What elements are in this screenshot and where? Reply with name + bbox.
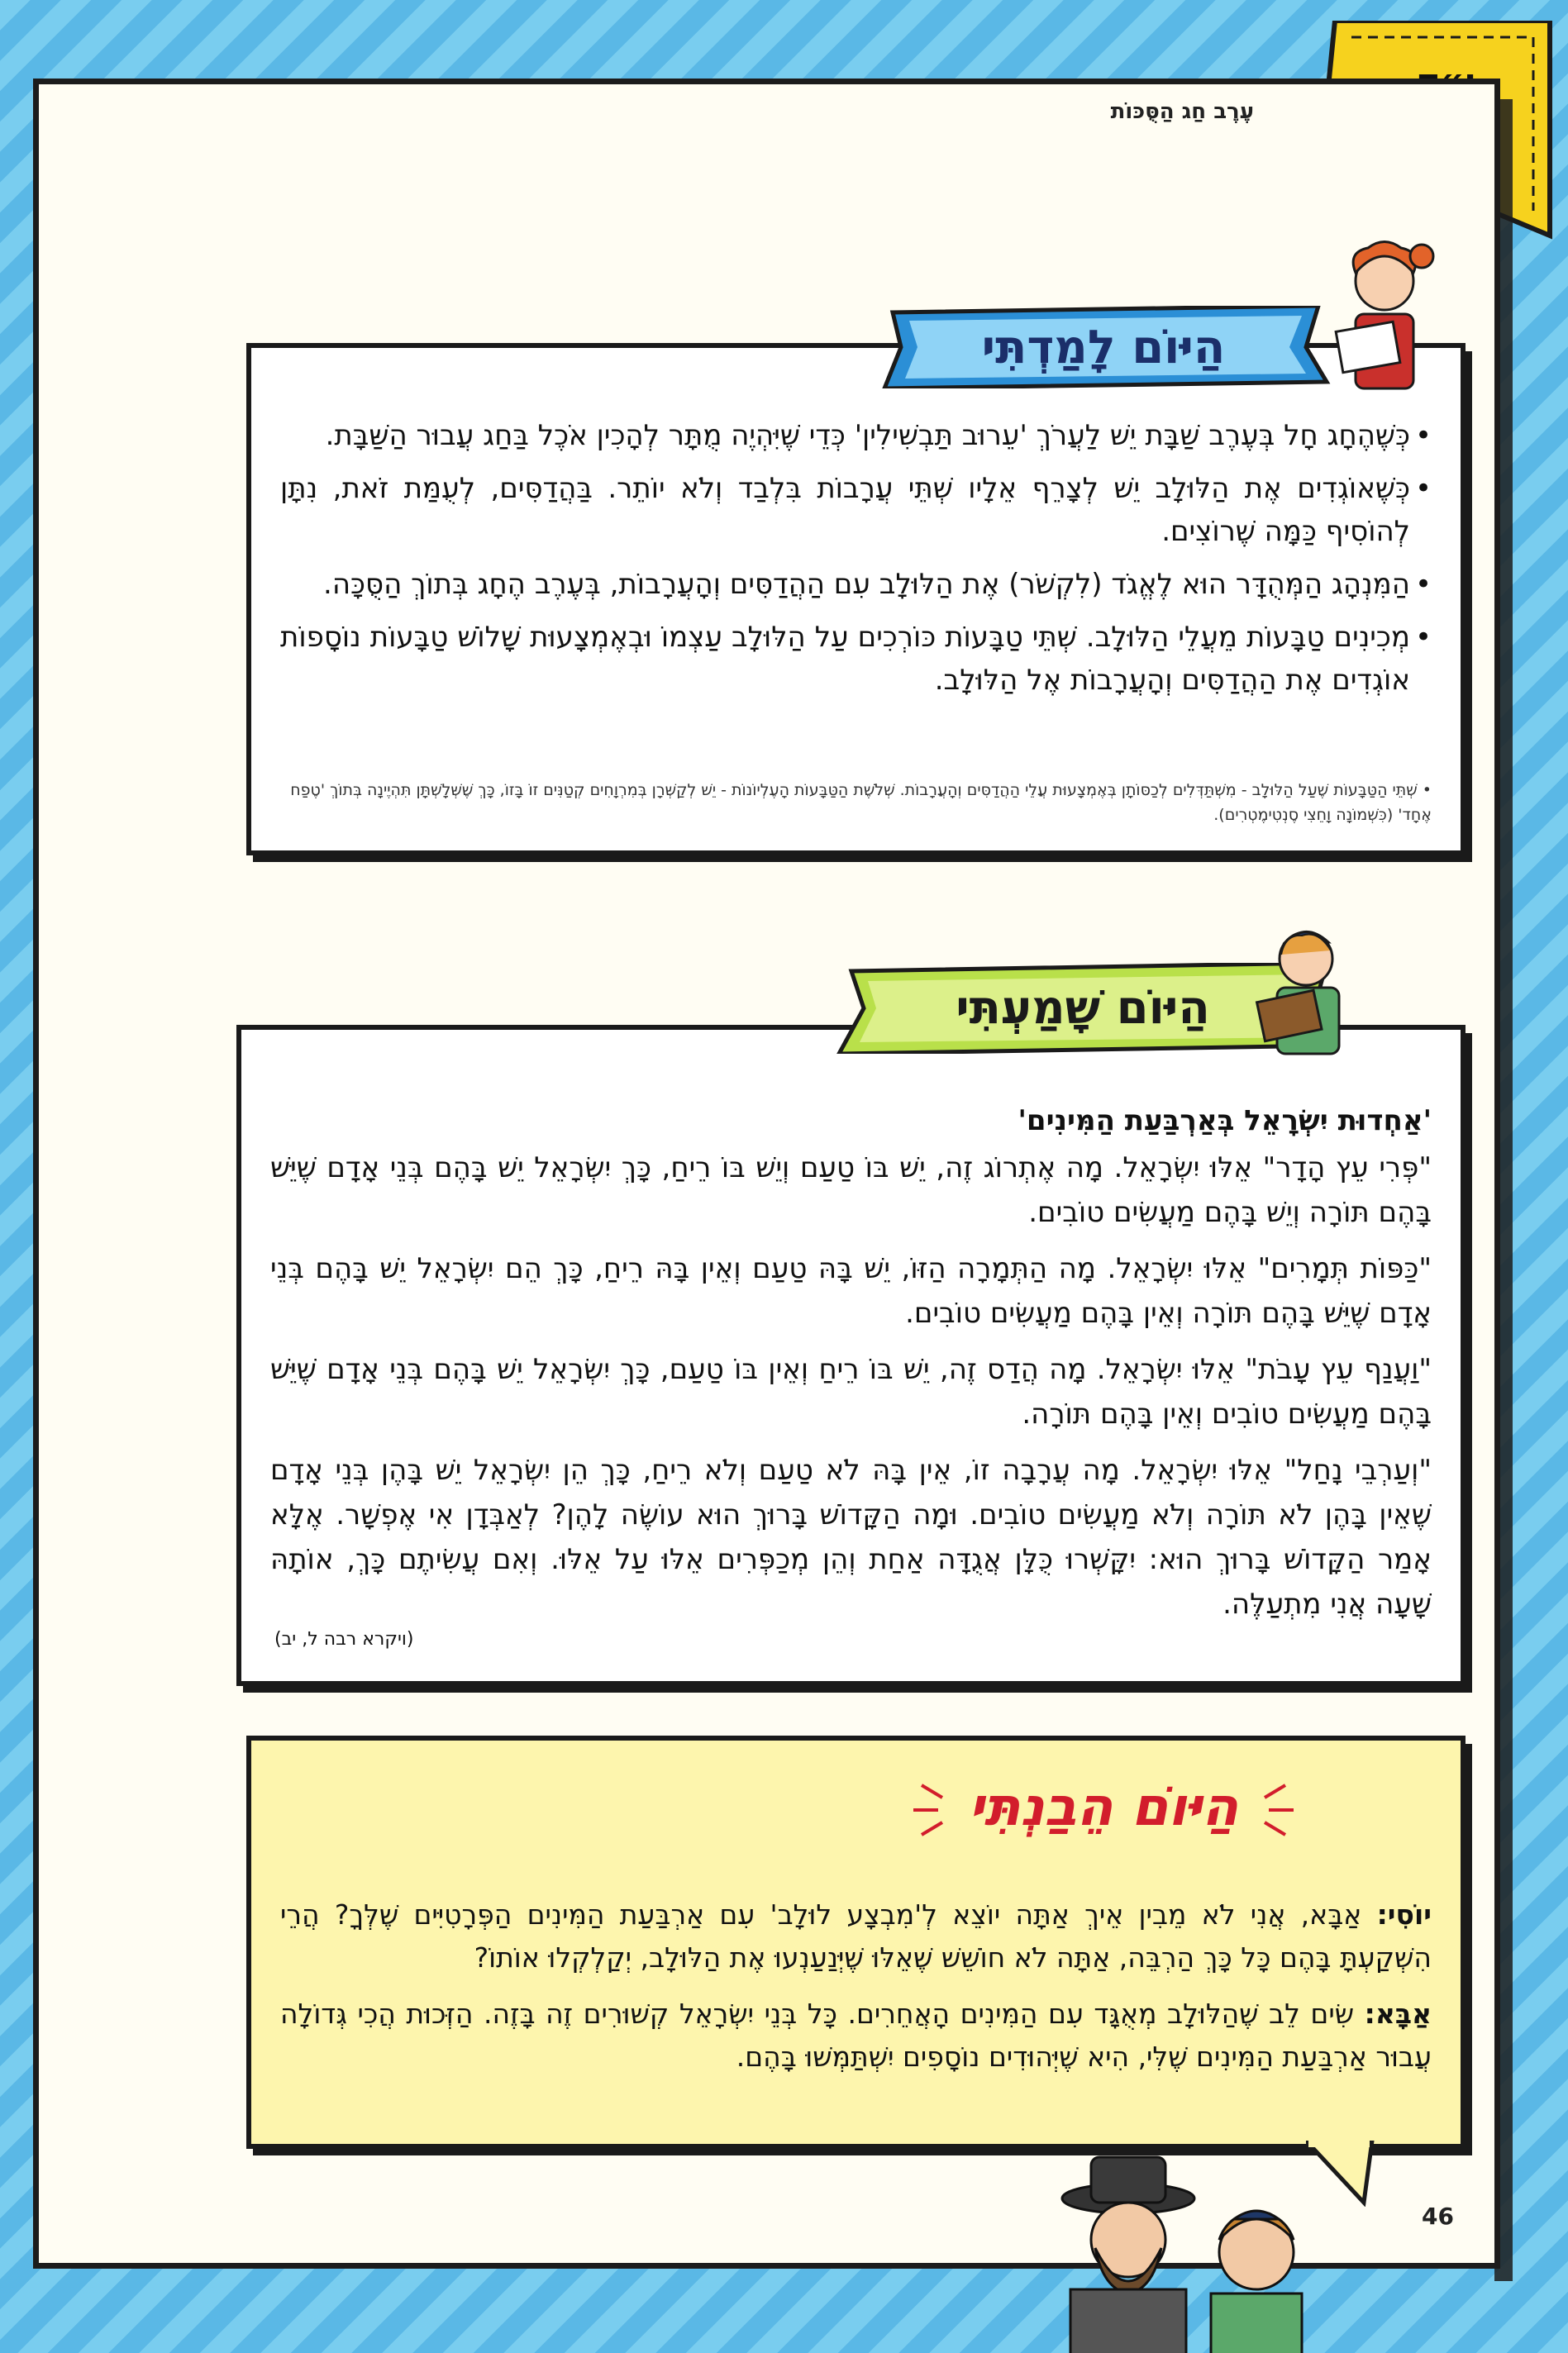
story-paragraph: "וְעַרְבֵי נָחַל" אֵלּוּ יִשְׂרָאֵל. מָה עֲרָבָה זוֹ, אֵין בָּהּ לֹא טַעַם וְלֹא רֵיחַ, כָּךְ הֵן יִשְׂרָאֵל יֵשׁ בָּהֶן בְּנֵי אָדָם שֶׁאֵין בָּהֶן לֹא תּוֹרָה וְלֹא מַעֲשִׂים טוֹבִים. וּמָה הַקָּדוֹשׁ בָּרוּךְ הוּא עוֹשֶׂה לָהֶן? לְאַבְּדָן אִי אֶפְשָׁר. אֶלָּא אָמַר הַקָּדוֹשׁ בָּרוּךְ הוּא: יִקָּשְׁרוּ כֻּלָּן אֲגֻדָּה אַחַת וְהֵן מְכַפְּרִים אֵלּוּ עַל אֵלּוּ. וְאִם עֲשִׂיתֶם כָּךְ, אוֹתָהּ שָׁעָה אֲנִי מִתְעַלֶּה. [270,1454,1432,1621]
dialog-text: שִׂים לֵב שֶׁהַלּוּלָב מְאֻגָּד עִם הַמִּינִים הָאֲחֵרִים. כָּל בְּנֵי יִשְׂרָאֵל קְשׁוּרִים זֶה בָּזֶה. הַזְּכוּת הֲכִי גְּדוֹלָה עֲבוּר אַרְבַּעַת הַמִּינִים שֶׁלִּי, הִיא שֶׁיְּהוּדִים נוֹסָפִים יִשְׁתַּמְּשׁוּ בָּהֶם. [280,1998,1432,2073]
page-subtitle: עֶרֶב חַג הַסֻּכּוֹת [1110,99,1254,124]
heard-title: הַיּוֹם שָׁמַעְתִּי [956,981,1210,1035]
dialog-text: אַבָּא, אֲנִי לֹא מֵבִין אֵיךְ אַתָּה יוֹצֵא לְ'מִבְצָע לוּלָב' עִם אַרְבַּעַת הַמִּינִים הַפְּרָטִיִּים שֶׁלְּךָ? הֲרֵי הִשְׁקַעְתָּ בָּהֶם כָּל כָּךְ הַרְבֵּה, אַתָּה לֹא חוֹשֵׁשׁ שֶׁאֵלּוּ שֶׁיְּנַעַנְעוּ אֶת הַלּוּלָב, יְקַלְקְלוּ אוֹתוֹ? [280,1898,1432,1974]
dialog [280,1893,1432,2092]
learned-note: • שְׁתֵּי הַטַּבָּעוֹת שֶׁעַל הַלּוּלָב - מִשְׁתַּדְּלִים לְכַסּוֹתָן בְּאֶמְצָעוּת עֲלֵי הַהֲדַסִּים וְהָעֲרָבוֹת. שְׁלֹשֶׁת הַטַּבָּעוֹת הָעֶלְיוֹנוֹת - יֵשׁ לְקַשְּׁרָן בְּמִרְוָחִים קְטַנִּים זוֹ בָּזוֹ, כָּךְ שֶׁשְּׁלָשְׁתָּן תִּהְיֶינָה בְּתוֹךְ 'טֶפַח אֶחָד' (כִּשְׁמוֹנָה וָחֵצִי סֶנְטִימֶטְרִים). [290,781,1432,824]
page-number: 46 [1422,2203,1454,2230]
story-paragraph: "וַעֲנַף עֵץ עָבֹת" אֵלּוּ יִשְׂרָאֵל. מָה הֲדַס זֶה, יֵשׁ בּוֹ רֵיחַ וְאֵין בּוֹ טַעַם, כָּךְ יִשְׂרָאֵל יֵשׁ בָּהֶם בְּנֵי אָדָם שֶׁיֵּשׁ בָּהֶם מַעֲשִׂים טוֹבִים וְאֵין בָּהֶם תּוֹרָה. [270,1353,1432,1431]
heard-box [236,1025,1466,1686]
speaker-abba: אַבָּא: [1364,1998,1432,2030]
learned-item: • כְּשֶׁאוֹגְדִים אֶת הַלּוּלָב יֵשׁ לְצָרֵף אֵלָיו שְׁתֵּי עֲרָבוֹת בִּלְבַד וְלֹא יוֹתֵר. בַּהֲדַסִּים, לְעֻמַּת זֹאת, נִתָּן לְהוֹסִיף כַּמָּה שֶׁרוֹצִים. [280,467,1432,553]
learned-item: • כְּשֶׁהֶחָג חָל בְּעֶרֶב שַׁבָּת יֵשׁ לַעֲרֹךְ 'עֵרוּב תַּבְשִׁילִין' כְּדֵי שֶׁיִּהְיֶה מֻתָּר לְהָכִין אֹכֶל בַּחַג עֲבוּר הַשַּׁבָּת. [280,414,1432,457]
father-son-illustration [1046,2141,1335,2353]
learned-list [280,414,1432,712]
learned-item: • הַמִּנְהָג הַמְּהֻדָּר הוּא לֶאֱגֹד (לִקְשֹׁר) אֶת הַלּוּלָב עִם הַהֲדַסִּים וְהָעֲרָבוֹת, בְּעֶרֶב הֶחָג בְּתוֹךְ הַסֻּכָּה. [280,563,1432,606]
boy-reading-illustration [1252,917,1360,1058]
understood-title: הַיּוֹם הֵבַנְתִּי [968,1777,1239,1838]
girl-reading-illustration [1323,236,1446,401]
story-title: 'אַחְדוּת יִשְׂרָאֵל בְּאַרְבַּעַת הַמִּינִים' [1018,1104,1432,1137]
learned-title: הַיּוֹם לָמַדְתִּי [981,321,1226,374]
story-text [270,1146,1432,1638]
understood-banner [905,1760,1302,1851]
story-source: (ויקרא רבה ל, יב) [274,1629,414,1650]
speaker-yossi: יוֹסִי: [1376,1898,1432,1931]
story-paragraph: "פְּרִי עֵץ הָדָר" אֵלּוּ יִשְׂרָאֵל. מָה אֶתְרוֹג זֶה, יֵשׁ בּוֹ טַעַם וְיֵשׁ בּוֹ רֵיחַ, כָּךְ יִשְׂרָאֵל יֵשׁ בָּהֶם בְּנֵי אָדָם שֶׁיֵּשׁ בָּהֶם תּוֹרָה וְיֵשׁ בָּהֶם מַעֲשִׂים טוֹבִים. [270,1151,1432,1229]
dialog-line [280,1993,1432,2079]
learned-box [246,343,1466,855]
story-paragraph: "כַּפּוֹת תְּמָרִים" אֵלּוּ יִשְׂרָאֵל. מָה הַתְּמָרָה הַזּוֹ, יֵשׁ בָּהּ טַעַם וְאֵין בָּהּ רֵיחַ, כָּךְ הֵם יִשְׂרָאֵל יֵשׁ בָּהֶם בְּנֵי אָדָם שֶׁיֵּשׁ בָּהֶם תּוֹרָה וְאֵין בָּהֶם מַעֲשִׂים טוֹבִים. [270,1252,1432,1330]
learned-banner [876,306,1331,388]
learned-item: • מְכִינִים טַבָּעוֹת מֵעֲלֵי הַלּוּלָב. שְׁתֵּי טַבָּעוֹת כּוֹרְכִים עַל הַלּוּלָב עַצְמוֹ וּבְאֶמְצָעוּת שָׁלוֹשׁ טַבָּעוֹת נוֹסָפוֹת אוֹגְדִים אֶת הַהֲדַסִּים וְהָעֲרָבוֹת אֶל הַלּוּלָב. [280,616,1432,702]
dialog-line [280,1893,1432,1979]
